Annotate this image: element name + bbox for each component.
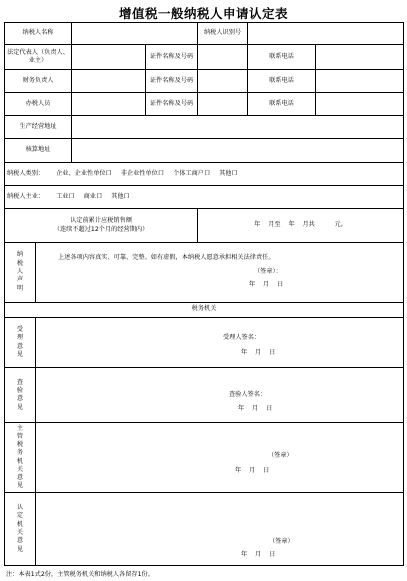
supervisor-label-char: 见 — [16, 481, 24, 489]
legal-rep-id-doc-label: 证件名称及号码 — [146, 45, 198, 69]
handler-id-doc-field[interactable] — [198, 92, 248, 115]
handler-label: 办税人员 — [5, 92, 72, 115]
finance-head-phone-label: 联系电话 — [248, 69, 316, 92]
production-address-field[interactable] — [72, 116, 404, 139]
accept-opinion-label — [5, 317, 36, 368]
declaration-content — [36, 242, 404, 302]
finance-head-name-field[interactable] — [72, 69, 146, 92]
inspect-opinion-field[interactable] — [36, 368, 404, 423]
handler-phone-field[interactable] — [316, 92, 404, 115]
taxpayer-category-row — [5, 162, 404, 185]
approval-label-char: 关 — [16, 528, 24, 536]
approval-label-char: 见 — [16, 545, 24, 553]
accept-label-char: 受 — [16, 325, 24, 333]
legal-rep-name-field[interactable] — [72, 45, 146, 69]
handler-name-field[interactable] — [72, 92, 146, 115]
accept-label-char: 见 — [16, 350, 24, 358]
category-option-individual[interactable]: 个体工商户口 — [173, 169, 211, 177]
handler-phone-label: 联系电话 — [248, 92, 316, 115]
taxpayer-industry-label: 纳税人主业： — [7, 193, 45, 201]
registered-address-field[interactable] — [72, 139, 404, 162]
approval-label-char: 机 — [16, 520, 24, 528]
category-option-other[interactable]: 其他口 — [219, 169, 238, 177]
declaration-seal: （签章）： — [254, 267, 282, 275]
finance-head-label: 财务负责人 — [5, 69, 72, 92]
supervisor-label-char: 税 — [16, 441, 24, 449]
approval-label-char: 意 — [16, 537, 24, 545]
tax-authority-header: 税务机关 — [5, 302, 404, 317]
form-title: 增值税一般纳税人申请认定表 — [118, 6, 288, 21]
inspect-label-char: 查 — [16, 378, 24, 386]
legal-rep-label: 法定代表人（负责人、业主） — [5, 45, 72, 69]
declaration-label-char: 明 — [16, 284, 24, 292]
finance-head-id-doc-field[interactable] — [198, 69, 248, 92]
supervisor-label-char: 关 — [16, 465, 24, 473]
supervisor-seal: （签章） — [268, 452, 293, 460]
declaration-text: 上述各项内容真实、可靠、完整。如有虚假，本纳税人愿意承担相关法律责任。 — [58, 253, 275, 261]
taxpayer-id-label: 纳税人识别号 — [198, 23, 248, 45]
supervisor-label-char: 机 — [16, 457, 24, 465]
approval-label-char: 认 — [16, 503, 24, 511]
inspect-date: 年 月 日 — [238, 405, 273, 413]
category-option-enterprise[interactable]: 企业、企业性单位口 — [56, 169, 112, 177]
accept-label-char: 理 — [16, 334, 24, 342]
inspect-signature-label: 查验人签名： — [229, 391, 267, 399]
footnote: 注：本表1式2份，主管税务机关和纳税人各留存1份。 — [6, 571, 154, 578]
approval-opinion-label — [5, 492, 36, 565]
finance-head-phone-field[interactable] — [316, 69, 404, 92]
approval-opinion-field[interactable] — [36, 492, 404, 565]
legal-rep-phone-field[interactable] — [316, 45, 404, 69]
industry-option-other[interactable]: 其他口 — [111, 193, 130, 201]
declaration-label-char: 人 — [16, 268, 24, 275]
sales-amount-label — [5, 209, 198, 242]
sales-period-field[interactable]: 年 月至 年 月共 元。 — [198, 209, 404, 242]
declaration-label-char: 税 — [16, 259, 24, 267]
supervisor-opinion-field[interactable] — [36, 423, 404, 493]
approval-date: 年 月 日 — [241, 550, 276, 558]
taxpayer-name-label: 纳税人名称 — [5, 23, 72, 45]
taxpayer-id-field[interactable] — [248, 23, 404, 45]
industry-option-commercial[interactable]: 商业口 — [83, 193, 103, 201]
inspect-opinion-label — [5, 368, 36, 423]
industry-option-industrial[interactable]: 工业口 — [56, 193, 75, 201]
accept-label-char: 意 — [16, 342, 24, 350]
legal-rep-phone-label: 联系电话 — [248, 45, 316, 69]
supervisor-date: 年 月 日 — [235, 467, 270, 475]
production-address-label: 生产经营地址 — [5, 116, 72, 139]
inspect-label-char: 验 — [16, 386, 24, 394]
taxpayer-industry-row — [5, 186, 404, 209]
accept-opinion-field[interactable] — [36, 317, 404, 368]
supervisor-label-char: 务 — [16, 449, 24, 457]
accept-date: 年 月 日 — [241, 348, 276, 356]
registered-address-label: 核算地址 — [5, 139, 72, 162]
supervisor-opinion-label — [5, 423, 36, 493]
category-option-non-enterprise[interactable]: 非企业性单位口 — [120, 169, 165, 177]
accept-signature-label: 受理人签名： — [223, 333, 261, 341]
approval-label-char: 定 — [16, 512, 24, 520]
sales-amount-label-line1: 认定前累计应税销售额 — [70, 217, 132, 225]
inspect-label-char: 意 — [16, 395, 24, 403]
taxpayer-name-field[interactable] — [72, 23, 198, 45]
supervisor-label-char: 意 — [16, 473, 24, 481]
declaration-label — [5, 242, 36, 302]
supervisor-label-char: 主 — [16, 425, 24, 433]
declaration-label-char: 声 — [16, 276, 24, 284]
legal-rep-id-doc-field[interactable] — [198, 45, 248, 69]
approval-seal: （签章） — [269, 537, 294, 545]
finance-head-id-doc-label: 证件名称及号码 — [146, 69, 198, 92]
handler-id-doc-label: 证件名称及号码 — [146, 92, 198, 115]
inspect-label-char: 见 — [16, 403, 24, 411]
supervisor-label-char: 管 — [16, 433, 24, 441]
taxpayer-category-label: 纳税人类别： — [7, 169, 45, 177]
sales-amount-label-line2: （连续不超过12个月的经营期内） — [53, 225, 149, 233]
declaration-label-char: 纳 — [16, 251, 24, 259]
application-form-table — [4, 22, 404, 566]
declaration-date: 年 月 日 — [249, 280, 284, 288]
